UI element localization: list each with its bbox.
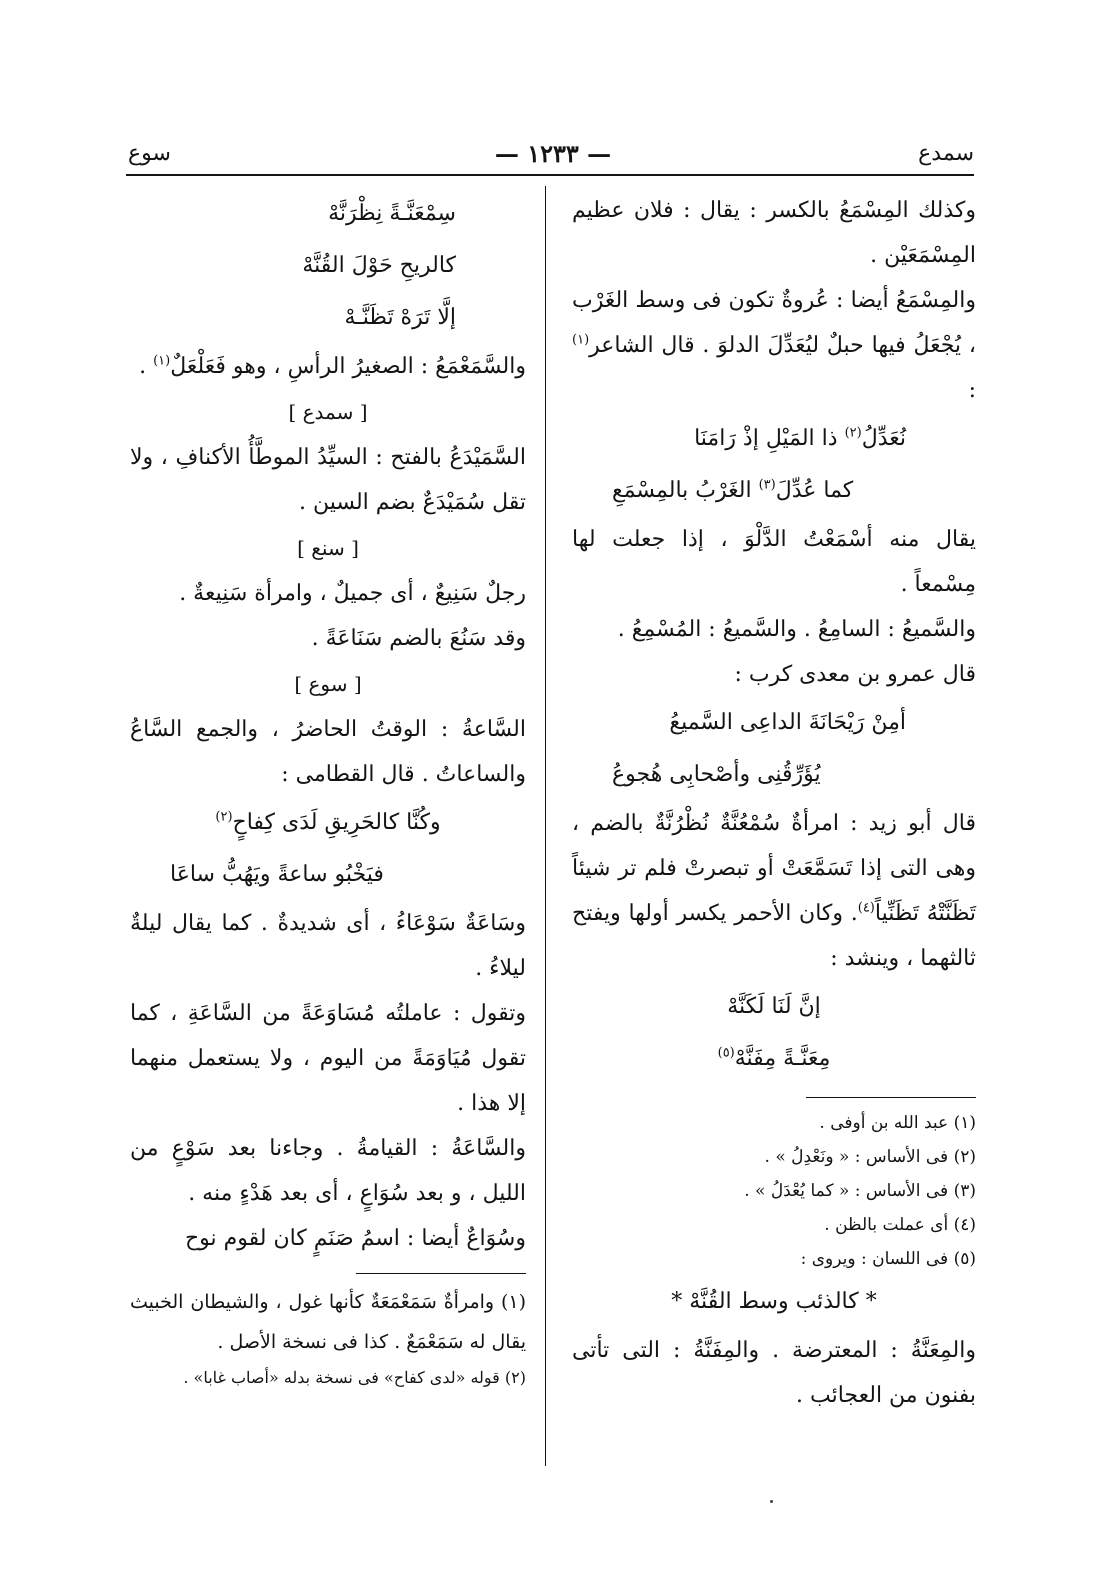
- paragraph: يقال منه أسْمَعْتُ الدَّلْوَ ، إذا جعلت لها مِسْمعاً .: [572, 527, 976, 597]
- verse-text: نُعَدِّلُ: [861, 426, 906, 451]
- footnote-marker: (٢): [215, 809, 233, 825]
- paragraph-text: قال أبو زيد : امرأةٌ سُمْعُنَّةٌ نُظْرُنَّةٌ بالضم ، وهى التى إذا تَسَمَّعَتْ أو تبصرتْ فلم تر شيئاً تَظَنَّتْهُ تَظَنِّياً: [572, 811, 976, 926]
- verse-line: إلَّا تَرَهْ تَظَنَّـهْ: [344, 305, 456, 330]
- footnote-marker: (٥): [717, 1045, 735, 1061]
- footnote: (٤) أى عملت بالظن .: [824, 1215, 976, 1235]
- column-divider: [545, 186, 546, 1466]
- footnote-rule: [806, 1097, 976, 1098]
- header-entry-word-right: سمدع: [918, 141, 974, 166]
- footnote: (١) عبد الله بن أوفى .: [819, 1113, 976, 1133]
- page-number: — ١٢٣٣ —: [494, 139, 612, 168]
- verse-line: أمِنْ رَيْحَانَةَ الداعِى السَّميعُ: [669, 710, 906, 735]
- footnote-marker: (٤): [857, 900, 875, 916]
- print-speck: [770, 1500, 773, 1503]
- paragraph: والمِعَنَّةُ : المعترضة . والمِفَنَّةُ : التى تأتى بفنون من العجائب .: [572, 1338, 976, 1408]
- verse-line: [130, 797, 526, 849]
- verse-text: وكُنَّا كالحَرِيقِ لَدَى كِفاحٍ: [232, 810, 441, 835]
- entry-heading: [ سمدع ]: [288, 400, 368, 424]
- paragraph: وسَاعَةٌ سَوْعَاءُ ، أى شديدةٌ . كما يقال ليلةٌ ليلاءُ .: [130, 911, 526, 981]
- footnote-marker: (٣): [758, 477, 776, 493]
- paragraph: السَّمَيْدَعُ بالفتح : السيِّدُ الموطَّأُ الأكنافِ ، ولا تقل سُمَيْدَعٌ بضم السين .: [130, 445, 526, 515]
- footnote-marker: (١): [572, 332, 590, 348]
- verse-line: [572, 1033, 976, 1085]
- paragraph: وسُوَاعٌ أيضا : اسمُ صَنَمٍ كان لقوم نوح: [184, 1226, 526, 1251]
- paragraph: السَّاعةُ : الوقتُ الحاضرُ ، والجمع السَّاعُ والساعاتُ . قال القطامى :: [130, 717, 526, 787]
- footnote: (٢) قوله «لدى كفاح» فى نسخة بدله «أصاب غابا» .: [183, 1368, 526, 1387]
- verse-text: الغَرْبُ بالمِسْمَعِ: [612, 478, 759, 503]
- paragraph: [572, 278, 976, 413]
- verse-line: إنَّ لَنَا لَكَنَّهْ: [727, 994, 821, 1019]
- verse-text: مِعَنَّـةً مِفَنَّهْ: [734, 1046, 831, 1071]
- paragraph: والسَّاعَةُ : القيامةُ . وجاءنا بعد سَوْعٍ من الليل ، و بعد سُوَاعٍ ، أى بعد هَدْءٍ منه .: [130, 1136, 526, 1206]
- right-column: [572, 188, 976, 1418]
- verse-line: [572, 413, 976, 465]
- footnote: (٣) فى الأساس : « كما يُعْدَلُ » .: [744, 1181, 976, 1201]
- paragraph-text: . وكان الأحمر يكسر أولها ويفتح ثالثهما ، وينشد :: [572, 901, 976, 971]
- paragraph-text: :: [968, 378, 976, 403]
- paragraph-text: .: [139, 354, 154, 379]
- paragraph: [130, 344, 526, 389]
- footnote-marker: (٢): [844, 425, 862, 441]
- footnote-rule: [356, 1273, 526, 1274]
- verse-text: كما عُدِّلَ: [775, 478, 854, 503]
- paragraph: والسَّميعُ : السامِعُ . والسَّميعُ : المُسْمِعُ .: [617, 617, 976, 642]
- verse-line: فيَخْبُو ساعةً ويَهُبُّ ساعَا: [170, 862, 384, 887]
- paragraph: [572, 801, 976, 981]
- paragraph: قال عمرو بن معدى كرب :: [734, 662, 976, 687]
- footnote: (١) وامرأةٌ سَمَعْمَعَةٌ كأنها غول ، والشيطان الخبيث يقال له سَمَعْمَعٌ . كذا فى نسخة الأصل .: [130, 1291, 526, 1353]
- header-entry-word-left: سوع: [128, 141, 171, 166]
- verse-line: كالريحِ حَوْلَ القُنَّهْ: [302, 253, 456, 278]
- entry-heading: [ سنع ]: [297, 536, 359, 560]
- left-column: [130, 188, 526, 1394]
- entry-heading: [ سوع ]: [294, 672, 362, 696]
- paragraph: رجلٌ سَنِيعٌ ، أى جميلٌ ، وامرأة سَنِيعةٌ .: [179, 581, 526, 606]
- paragraph: وكذلك المِسْمَعُ بالكسر : يقال : فلان عظيم المِسْمَعَيْن .: [572, 198, 976, 268]
- verse-line: [572, 465, 976, 517]
- verse-text: ذا المَيْلِ إذْ رَامَنَا: [694, 426, 845, 451]
- paragraph-text: والمِسْمَعُ أيضا : عُروةٌ تكون فى وسط الغَرْب ، يُجْعَلُ فيها حبلٌ ليُعَدِّلَ الدلوَ . قال الشاعر: [572, 288, 976, 358]
- footnote: (٥) فى اللسان : ويروى :: [800, 1249, 976, 1269]
- verse-line: يُؤَرِّقُنِى وأصْحابِى هُجوعُ: [612, 762, 821, 787]
- footnote: (٢) فى الأساس : « ونَعْدِلُ » .: [764, 1147, 976, 1167]
- paragraph: وتقول : عاملتُه مُسَاوَعَةً من السَّاعَةِ ، كما تقول مُيَاوَمَةً من اليوم ، ولا يستعمل منهما إلا هذا .: [130, 1001, 526, 1116]
- header-rule: [126, 174, 974, 176]
- paragraph-text: والسَّمَعْمَعُ : الصغيرُ الرأسِ ، وهو فَعَلْعَلٌ: [170, 354, 526, 379]
- footnote-marker: (١): [153, 353, 171, 369]
- paragraph: وقد سَنُعَ بالضم سَنَاعَةً .: [311, 626, 526, 651]
- verse-line: سِمْعَنَّـةً نِظْرَنَّهْ: [328, 201, 456, 226]
- footnote-verse: * كالذئب وسط القُنَّهْ *: [671, 1289, 877, 1314]
